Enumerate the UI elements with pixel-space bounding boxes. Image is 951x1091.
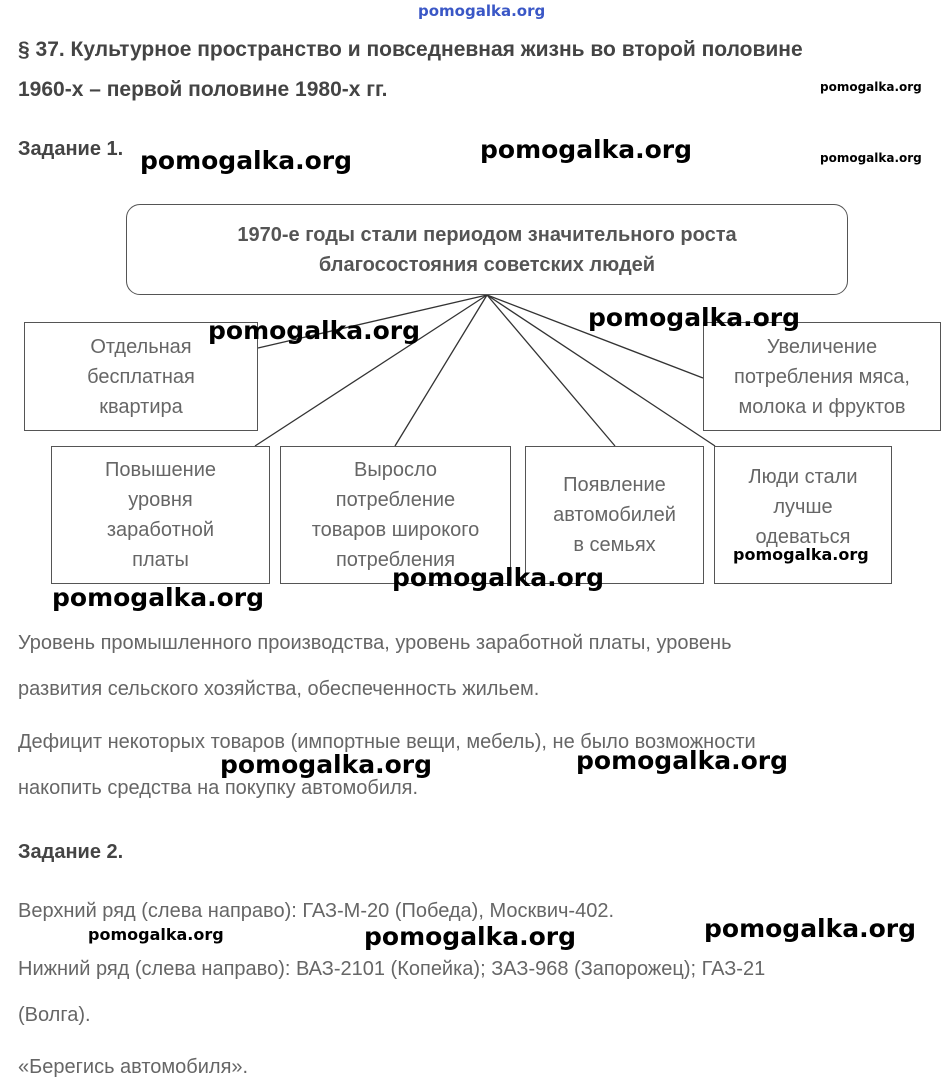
box-line: одеваться (755, 526, 851, 548)
answer-line: развития сельского хозяйства, обеспеченность жильем. (18, 678, 540, 700)
watermark: pomogalka.org (820, 151, 922, 165)
box-line: заработной (106, 519, 215, 541)
answer-line: Дефицит некоторых товаров (импортные вещи, мебель), не было возможности (18, 731, 756, 753)
watermark: pomogalka.org (208, 316, 421, 345)
box-line: Увеличение (766, 335, 878, 358)
task2-bottom-row (18, 946, 765, 1038)
box-line: квартира (99, 395, 183, 418)
diagram-box-wages (51, 446, 270, 584)
task2-film: «Берегись автомобиля». (18, 1056, 249, 1078)
box-line: автомобилей (553, 504, 676, 526)
box-line: Появление (563, 474, 666, 496)
watermark: pomogalka.org (140, 146, 353, 175)
watermark: pomogalka.org (588, 303, 801, 332)
page-title-line-1: § 37. Культурное пространство и повседневная жизнь во второй половине (18, 38, 803, 61)
page-title-line-2: 1960-х – первой половине 1980-х гг. (18, 78, 388, 101)
site-header-link[interactable]: pomogalka.org (418, 2, 546, 20)
answer-line: (Волга). (18, 1004, 91, 1026)
task2-label: Задание 2. (18, 841, 124, 863)
task2-top-row: Верхний ряд (слева направо): ГАЗ-М-20 (Победа), Москвич-402. (18, 900, 615, 922)
box-line: Люди стали (748, 466, 858, 488)
watermark: pomogalka.org (392, 563, 605, 592)
center-box-line-1: 1970-е годы стали периодом значительного роста (237, 223, 737, 246)
watermark: pomogalka.org (52, 583, 265, 612)
box-line: молока и фруктов (738, 395, 906, 418)
watermark: pomogalka.org (220, 750, 433, 779)
box-line: Выросло (354, 459, 437, 481)
diagram-center-box (126, 204, 848, 295)
box-line: потребления (335, 549, 456, 571)
answer-line: накопить средства на покупку автомобиля. (18, 777, 419, 799)
center-box-line-2: благосостояния советских людей (318, 253, 656, 276)
watermark: pomogalka.org (576, 746, 789, 775)
watermark: pomogalka.org (704, 914, 917, 943)
task1-answer-1 (18, 620, 732, 712)
box-line: потребление (335, 489, 456, 511)
box-line: Отдельная (90, 335, 192, 358)
box-line: платы (132, 549, 189, 571)
answer-line: Уровень промышленного производства, уровень заработной платы, уровень (18, 632, 732, 654)
watermark: pomogalka.org (364, 922, 577, 951)
box-line: бесплатная (87, 365, 195, 388)
box-line: Повышение (104, 459, 216, 481)
box-line: в семьях (573, 534, 656, 556)
box-line: потребления мяса, (734, 365, 910, 388)
watermark: pomogalka.org (88, 925, 224, 944)
box-line: уровня (128, 489, 193, 511)
watermark: pomogalka.org (480, 135, 693, 164)
watermark: pomogalka.org (820, 80, 922, 94)
task1-label: Задание 1. (18, 138, 124, 160)
box-line: лучше (773, 496, 833, 518)
watermark: pomogalka.org (733, 545, 869, 564)
answer-line: Нижний ряд (слева направо): ВАЗ-2101 (Копейка); ЗАЗ-968 (Запорожец); ГАЗ-21 (18, 958, 766, 980)
diagram-box-food (703, 322, 941, 431)
box-line: товаров широкого (311, 519, 480, 541)
